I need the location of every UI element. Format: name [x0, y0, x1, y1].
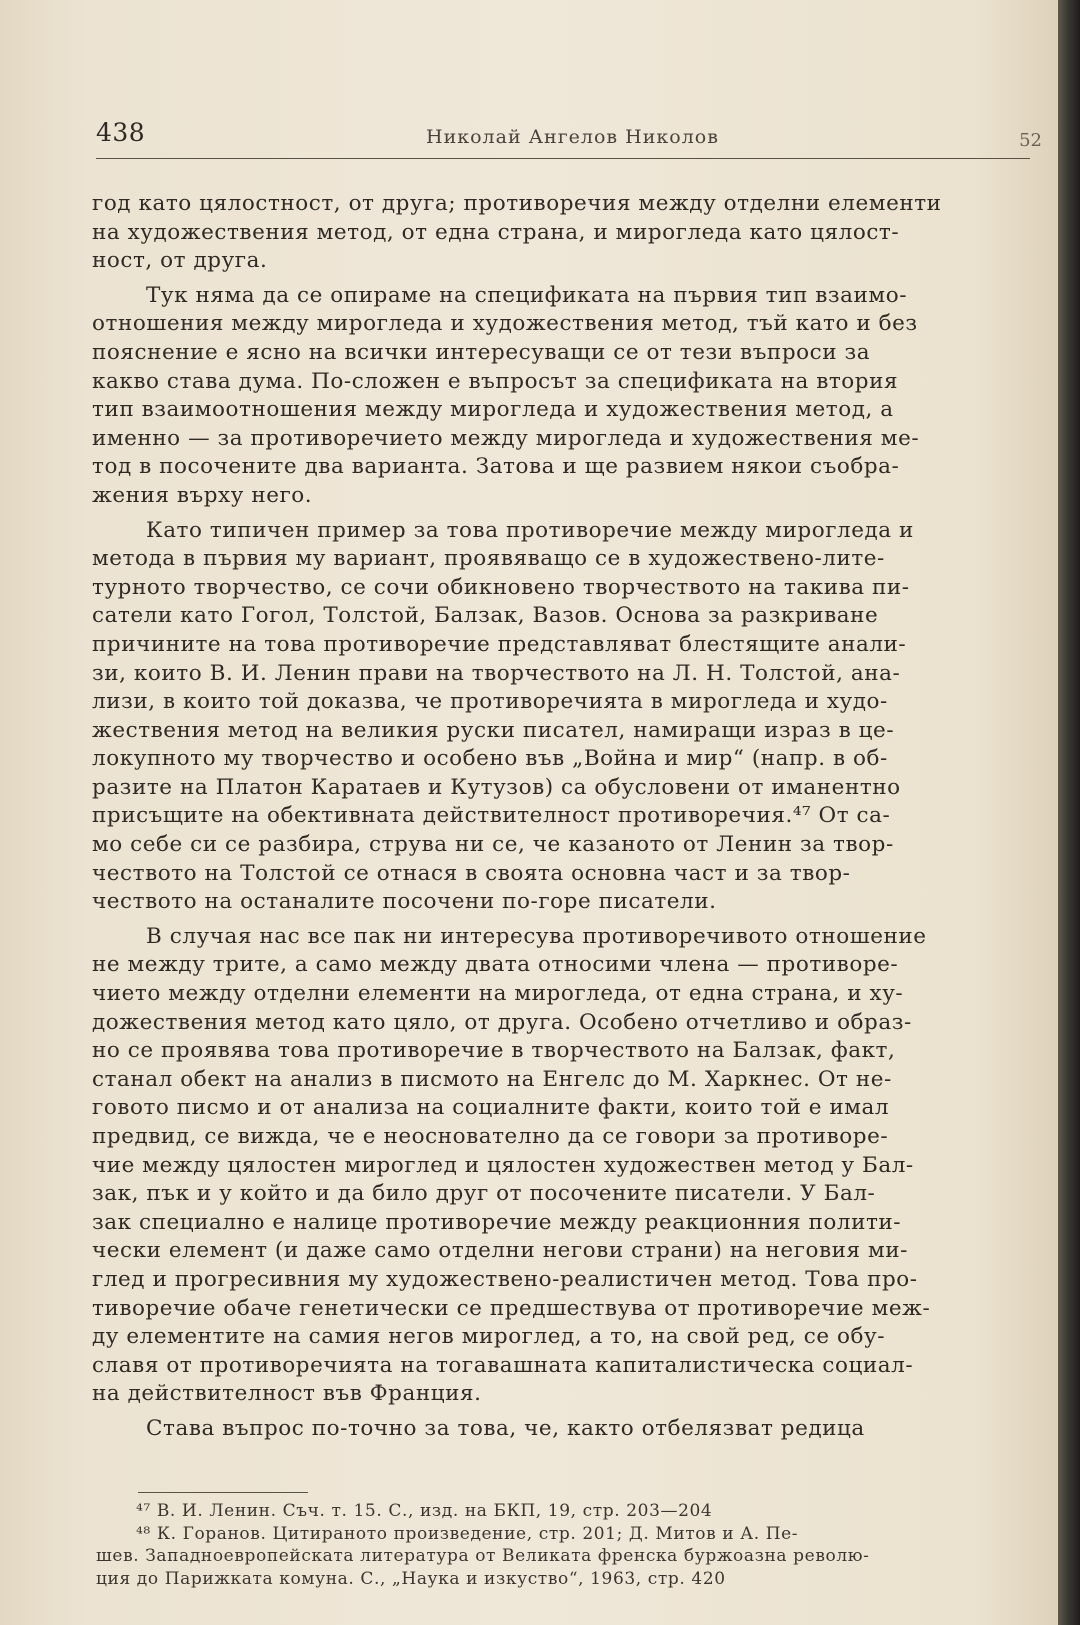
text-line: тип взаимоотношения между мирогледа и художествения метод, а — [92, 397, 894, 423]
text-line: именно — за противоречието между мирогледа и художествения ме- — [92, 425, 920, 451]
text-line: станал обект на анализ в писмото на Енгелс до М. Харкнес. От не- — [92, 1066, 892, 1092]
text-line: В случая нас все пак ни интересува противоречивото отношение — [146, 923, 927, 949]
footnote-line: ⁴⁸ К. Горанов. Цитираното произведение, стр. 201; Д. Митов и А. Пе- — [136, 1523, 799, 1544]
text-line: чески елемент (и даже само отделни негови страни) на неговия ми- — [92, 1238, 908, 1264]
paragraph — [92, 282, 1032, 511]
page-binding-edge — [1058, 0, 1080, 1625]
page-header — [96, 118, 1042, 162]
footnote-line: ция до Парижката комуна. С., „Наука и изкуство“, 1963, стр. 420 — [96, 1568, 726, 1589]
text-line: сатели като Гогол, Толстой, Балзак, Вазов. Основа за разкриване — [92, 603, 879, 629]
text-line: разите на Платон Каратаев и Кутузов) са обусловени от иманентно — [92, 774, 901, 800]
text-line: чеството на Толстой се отнася в своята основна част и за твор- — [92, 860, 851, 886]
text-line: славя от противоречията на тогавашната капиталистическа социал- — [92, 1352, 914, 1378]
text-line: Като типичен пример за това противоречие между мирогледа и — [146, 517, 914, 543]
text-line: присъщите на обективната действителност противоречия.⁴⁷ От са- — [92, 803, 891, 829]
text-line: мо себе си се разбира, струва ни се, че казаното от Ленин за твор- — [92, 832, 894, 858]
text-line: Става въпрос по-точно за това, че, както отбелязват редица — [146, 1415, 865, 1441]
text-line: чеството на останалите посочени по-горе писатели. — [92, 889, 717, 915]
footnote-line: шев. Западноевропейската литература от Великата френска буржоазна револю- — [96, 1546, 870, 1566]
running-head: Николай Ангелов Николов — [426, 126, 719, 148]
footnote-rule — [138, 1492, 308, 1493]
paragraph — [92, 1415, 1032, 1444]
text-line: тиворечие обаче генетически се предшествува от противоречие меж- — [92, 1295, 931, 1321]
text-line: зак специално е налице противоречие между реакционния полити- — [92, 1209, 902, 1235]
text-line: не между трите, а само между двата относими члена — противоре- — [92, 952, 899, 978]
text-line: но се проявява това противоречие в творчеството на Балзак, факт, — [92, 1038, 896, 1064]
text-line: отношения между мирогледа и художествения метод, тъй като и без — [92, 311, 918, 337]
body-text — [92, 190, 1032, 1444]
text-line: Тук няма да се опираме на спецификата на първия тип взаимо- — [146, 282, 908, 308]
footnotes — [96, 1500, 1026, 1590]
text-line: пояснение е ясно на всички интересуващи се от тези въпроси за — [92, 339, 871, 365]
text-line: зак, пък и у който и да било друг от посочените писатели. У Бал- — [92, 1181, 876, 1207]
text-line: какво става дума. По-сложен е въпросът за спецификата на втория — [92, 368, 899, 394]
text-line: глед и прогресивния му художествено-реалистичен метод. Това про- — [92, 1266, 918, 1292]
text-line: жения върху него. — [92, 482, 313, 508]
text-line: тод в посочените два варианта. Затова и ще развием някои съобра- — [92, 454, 900, 480]
text-line: дожествения метод като цяло, от друга. Особено отчетливо и образ- — [92, 1009, 912, 1035]
text-line: чието между отделни елементи на мирогледа, от една страна, и ху- — [92, 981, 904, 1007]
text-line: турното творчество, се сочи обикновено творчеството на такива пи- — [92, 574, 910, 600]
paragraph — [92, 190, 1032, 276]
text-line: предвид, се вижда, че е неоснователно да се говори за противоре- — [92, 1124, 889, 1149]
text-line: зи, които В. И. Ленин прави на творчеството на Л. Н. Толстой, ана- — [92, 660, 901, 686]
text-line: метода в първия му вариант, проявяващо се в художествено-лите- — [92, 546, 885, 572]
text-line: жествения метод на великия руски писател, намиращи израз в це- — [92, 717, 895, 743]
text-line: ду елементите на самия негов мироглед, а то, на свой ред, се обу- — [92, 1324, 886, 1350]
text-line: на действителност във Франция. — [92, 1381, 482, 1407]
text-line: чие между цялостен мироглед и цялостен художествен метод у Бал- — [92, 1152, 914, 1178]
text-line: локупното му творчество и особено във „Война и мир“ (напр. в об- — [92, 746, 888, 772]
text-line: лизи, в които той доказва, че противоречията в мирогледа и худо- — [92, 689, 888, 715]
text-line: говото писмо и от анализа на социалните факти, които той е имал — [92, 1095, 890, 1121]
header-rule — [96, 158, 1030, 159]
text-line: причините на това противоречие представляват блестящите анали- — [92, 631, 907, 657]
text-line: ност, от друга. — [92, 248, 268, 274]
corner-mark: 52 — [1019, 130, 1042, 151]
paragraph — [92, 923, 1032, 1409]
footnote-line: ⁴⁷ В. И. Ленин. Съч. т. 15. С., изд. на БКП, 19, стр. 203—204 — [136, 1501, 713, 1521]
paragraph — [92, 517, 1032, 917]
text-line: год като цялостност, от друга; противоречия между отделни елементи — [92, 191, 942, 216]
text-line: на художествения метод, от една страна, и мирогледа като цялост- — [92, 219, 900, 245]
page-number: 438 — [96, 118, 146, 147]
